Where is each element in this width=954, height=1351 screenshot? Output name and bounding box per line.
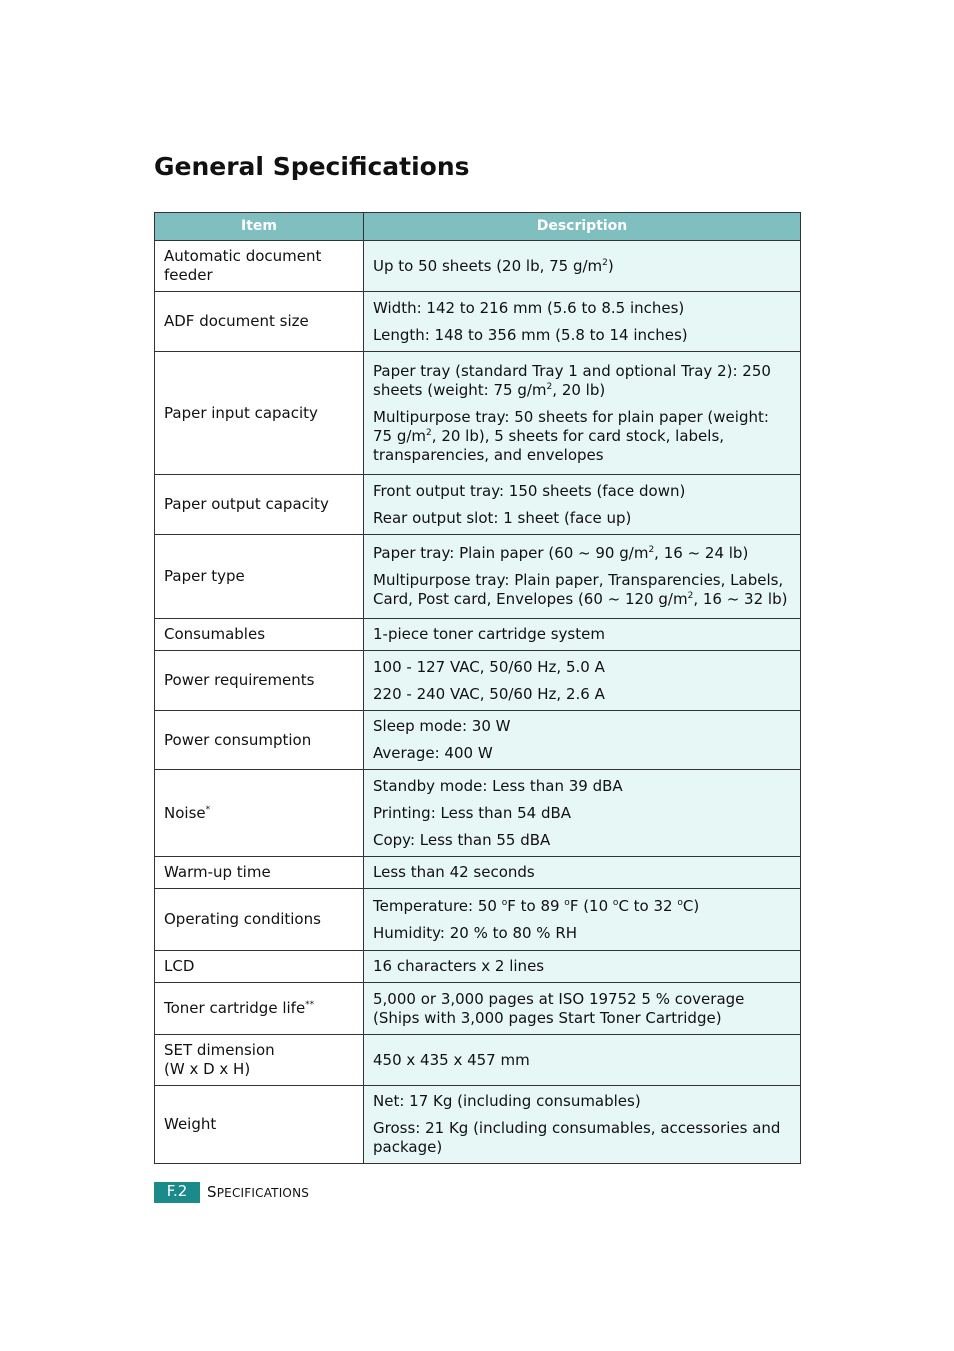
- item-cell-power-requirements: Power requirements: [155, 651, 364, 711]
- table-row: [155, 711, 801, 770]
- item-cell-paper-type: Paper type: [155, 535, 364, 619]
- table-row: [155, 651, 801, 711]
- table-row: [155, 241, 801, 292]
- description-line: Up to 50 sheets (20 lb, 75 $g/m^2$): [373, 256, 614, 275]
- description-cell: [364, 711, 801, 770]
- description-line: Length: 148 to 356 mm (5.8 to 14 inches): [373, 325, 688, 344]
- item-cell-noise: Noise*: [155, 770, 364, 857]
- table-row: [155, 983, 801, 1035]
- description-line: Standby mode: Less than 39 dBA: [373, 776, 623, 795]
- description-cell: [364, 292, 801, 352]
- table-row: [155, 352, 801, 475]
- chapter-name-initial: S: [207, 1182, 217, 1201]
- table-row: [155, 292, 801, 352]
- table-row: [155, 535, 801, 619]
- chapter-name-rest: PECIFICATIONS: [216, 1185, 310, 1200]
- table-row: [155, 475, 801, 535]
- table-row: [155, 1086, 801, 1164]
- description-line: Rear output slot: 1 sheet (face up): [373, 508, 632, 527]
- description-cell: [364, 951, 801, 983]
- item-cell-toner-cartridge-life: Toner cartridge life**: [155, 983, 364, 1035]
- description-cell: [364, 241, 801, 292]
- table-row: [155, 1035, 801, 1086]
- table-row: [155, 889, 801, 951]
- item-cell-paper-output-capacity: Paper output capacity: [155, 475, 364, 535]
- description-cell: [364, 889, 801, 951]
- description-line: Multipurpose tray: Plain paper, Transparencies, Labels, Card, Post card, Envelopes (60 ~ 120 $g/m^2$, 16 ~ 32 lb): [373, 571, 788, 608]
- chapter-name: [207, 1182, 309, 1204]
- item-cell-operating-conditions: Operating conditions: [155, 889, 364, 951]
- item-cell-adf-document-size: ADF document size: [155, 292, 364, 352]
- description-line: 220 - 240 VAC, 50/60 Hz, 2.6 A: [373, 684, 605, 703]
- description-line: Printing: Less than 54 dBA: [373, 803, 572, 822]
- description-cell: [364, 1035, 801, 1086]
- description-cell: [364, 535, 801, 619]
- page-number-badge: F.2: [154, 1182, 200, 1203]
- table-row: [155, 770, 801, 857]
- page-footer: [154, 1182, 309, 1203]
- description-column-header: Description: [364, 213, 801, 241]
- description-line: Paper tray (standard Tray 1 and optional Tray 2): 250 sheets (weight: 75 $g/m^2$, 20 lb): [373, 361, 771, 399]
- table-body: [155, 241, 801, 1164]
- description-cell: [364, 857, 801, 889]
- page-title: General Specifications: [154, 152, 470, 181]
- table-row: [155, 951, 801, 983]
- description-line: Sleep mode: 30 W: [373, 717, 511, 735]
- item-column-header: Item: [155, 213, 364, 241]
- description-line: Front output tray: 150 sheets (face down): [373, 481, 686, 500]
- description-line: Temperature: 50 $^o$F to 89 $^o$F (10 $^o$C to 32 $^o$C): [373, 896, 700, 915]
- description-line: 1-piece toner cartridge system: [373, 625, 605, 643]
- description-cell: [364, 651, 801, 711]
- description-cell: [364, 983, 801, 1035]
- description-line: Net: 17 Kg (including consumables): [373, 1092, 641, 1110]
- description-line: Paper tray: Plain paper (60 ~ 90 $g/m^2$, 16 ~ 24 lb): [373, 544, 749, 562]
- item-cell-consumables: Consumables: [155, 619, 364, 651]
- description-line: 5,000 or 3,000 pages at ISO 19752 5 % coverage (Ships with 3,000 pages Start Toner Cartridge): [373, 989, 745, 1027]
- item-cell-power-consumption: Power consumption: [155, 711, 364, 770]
- description-cell: [364, 619, 801, 651]
- item-cell-paper-input-capacity: Paper input capacity: [155, 352, 364, 475]
- description-line: Copy: Less than 55 dBA: [373, 830, 551, 849]
- item-cell-warm-up-time: Warm-up time: [155, 857, 364, 889]
- description-line: Average: 400 W: [373, 744, 493, 762]
- specifications-table: [154, 212, 801, 1164]
- description-line: Humidity: 20 % to 80 % RH: [373, 923, 578, 942]
- table-header-row: [155, 213, 801, 241]
- item-cell-set-dimension-w-x-d-x-h: SET dimension (W x D x H): [155, 1035, 364, 1086]
- description-cell: [364, 1086, 801, 1164]
- description-cell: [364, 475, 801, 535]
- description-cell: [364, 352, 801, 475]
- item-cell-weight: Weight: [155, 1086, 364, 1164]
- table-row: [155, 619, 801, 651]
- description-line: 100 - 127 VAC, 50/60 Hz, 5.0 A: [373, 657, 605, 676]
- description-line: Multipurpose tray: 50 sheets for plain paper (weight: 75 $g/m^2$, 20 lb), 5 sheets for card stock, labels, transparencies, and envelopes: [373, 407, 769, 464]
- item-cell-automatic-document-feeder: Automatic document feeder: [155, 241, 364, 292]
- description-line: Less than 42 seconds: [373, 863, 535, 881]
- description-line: 16 characters x 2 lines: [373, 957, 545, 975]
- description-line: 450 x 435 x 457 mm: [373, 1050, 530, 1069]
- description-line: Gross: 21 Kg (including consumables, accessories and package): [373, 1119, 781, 1156]
- description-line: Width: 142 to 216 mm (5.6 to 8.5 inches): [373, 298, 685, 317]
- description-cell: [364, 770, 801, 857]
- table-row: [155, 857, 801, 889]
- item-cell-lcd: LCD: [155, 951, 364, 983]
